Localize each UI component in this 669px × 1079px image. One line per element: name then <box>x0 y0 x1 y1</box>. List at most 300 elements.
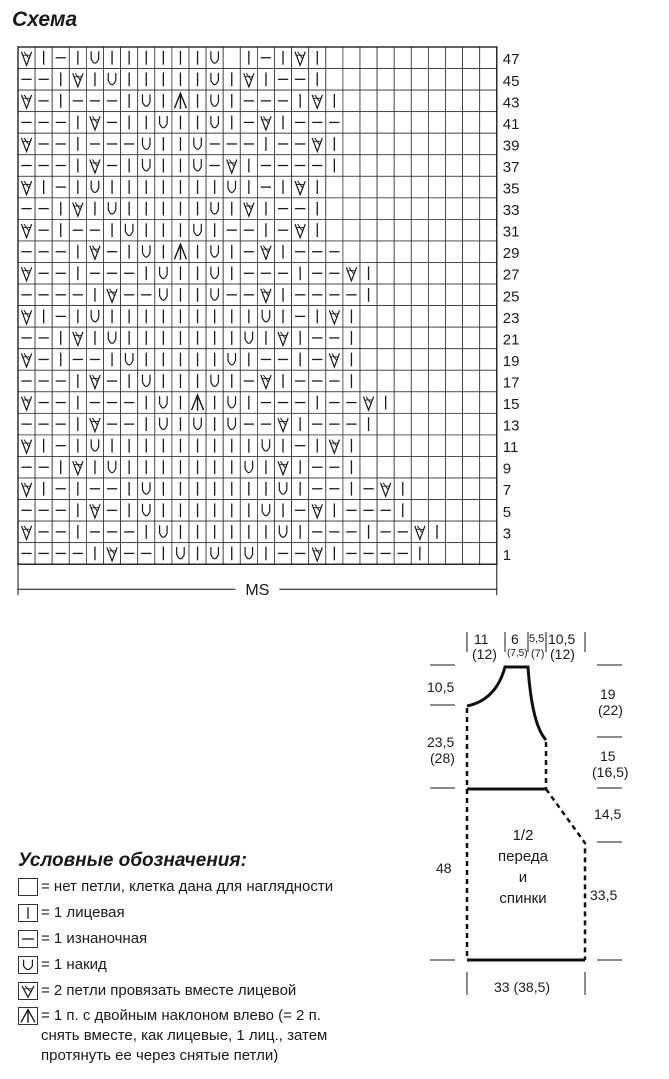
chart-cell <box>326 176 343 198</box>
chart-cell <box>394 263 411 285</box>
legend-item <box>18 1006 327 1066</box>
chart-cell <box>428 133 445 155</box>
chart-cell <box>394 47 411 69</box>
chart-cell <box>463 306 480 328</box>
chart-cell <box>411 133 428 155</box>
yarn-over-icon <box>18 956 38 974</box>
chart-cell <box>360 133 377 155</box>
chart-cell <box>360 47 377 69</box>
chart-cell <box>480 263 497 285</box>
chart-cell <box>463 543 480 565</box>
chart-cell <box>480 327 497 349</box>
chart-cell <box>428 413 445 435</box>
chart-cell <box>377 284 394 306</box>
chart-cell <box>411 456 428 478</box>
chart-cell <box>240 327 257 349</box>
chart-cell <box>121 349 138 371</box>
chart-cell <box>377 349 394 371</box>
legend-text: = 1 изнаночная <box>41 930 148 947</box>
legend-item <box>18 903 125 923</box>
dim-body-length: 48 <box>436 860 452 876</box>
chart-cell <box>411 413 428 435</box>
dim-neck-alt: (7,5) <box>507 648 528 659</box>
chart-cell <box>463 155 480 177</box>
chart-cell <box>343 133 360 155</box>
legend-item <box>18 955 107 975</box>
chart-cell <box>223 392 240 414</box>
row-number: 21 <box>502 331 520 349</box>
chart-cell <box>343 155 360 177</box>
chart-cell <box>446 133 463 155</box>
chart-cell <box>463 349 480 371</box>
chart-cell <box>377 306 394 328</box>
chart-cell <box>394 306 411 328</box>
chart-cell <box>411 219 428 241</box>
chart-cell <box>138 90 155 112</box>
chart-cell <box>394 112 411 134</box>
chart-row <box>18 500 497 522</box>
row-number: 41 <box>502 115 520 133</box>
chart-cell <box>275 521 292 543</box>
dim-armhole-alt: (7) <box>531 648 545 660</box>
chart-cell <box>446 521 463 543</box>
chart-cell <box>428 456 445 478</box>
chart-cell <box>480 521 497 543</box>
dim-armhole: 5,5 <box>529 633 545 645</box>
row-number: 27 <box>502 266 520 284</box>
chart-cell <box>411 392 428 414</box>
chart-cell <box>394 241 411 263</box>
chart-cell <box>411 327 428 349</box>
legend-item <box>18 929 147 949</box>
chart-cell <box>428 263 445 285</box>
chart-cell <box>463 456 480 478</box>
chart-row <box>18 392 497 414</box>
piece-label-line: и <box>518 869 528 886</box>
chart-cell <box>138 478 155 500</box>
chart-cell <box>189 413 206 435</box>
chart-cell <box>446 370 463 392</box>
chart-cell <box>275 478 292 500</box>
piece-label-line: 1/2 <box>512 827 534 844</box>
chart-cell <box>480 47 497 69</box>
chart-cell <box>377 133 394 155</box>
row-number: 39 <box>502 137 520 155</box>
chart-cell <box>257 500 274 522</box>
chart-cell <box>343 112 360 134</box>
chart-cell <box>428 176 445 198</box>
chart-cell <box>104 198 121 220</box>
chart-cell <box>240 456 257 478</box>
chart-cell <box>206 112 223 134</box>
chart-cell <box>446 456 463 478</box>
chart-cell <box>189 133 206 155</box>
chart-cell <box>326 219 343 241</box>
chart-cell <box>428 284 445 306</box>
chart-cell <box>411 198 428 220</box>
chart-cell <box>411 478 428 500</box>
stitch-repeat-label: MS <box>245 582 270 600</box>
dim-slope: 14,5 <box>594 806 622 822</box>
chart-cell <box>428 306 445 328</box>
chart-row <box>18 349 497 371</box>
chart-row <box>18 263 497 285</box>
chart-cell <box>394 155 411 177</box>
dim-side: 10,5 <box>548 631 576 647</box>
chart-cell <box>446 219 463 241</box>
chart-cell <box>394 435 411 457</box>
chart-cell <box>411 263 428 285</box>
chart-cell <box>428 241 445 263</box>
chart-cell <box>480 198 497 220</box>
chart-cell <box>240 543 257 565</box>
chart-cell <box>411 435 428 457</box>
chart-cell <box>206 198 223 220</box>
chart-cell <box>411 155 428 177</box>
chart-cell <box>428 543 445 565</box>
chart-cell <box>360 349 377 371</box>
chart-row <box>18 47 497 69</box>
chart-cell <box>480 349 497 371</box>
chart-cell <box>463 327 480 349</box>
dim-shoulder-alt: (12) <box>472 646 497 662</box>
chart-cell <box>463 263 480 285</box>
chart-cell <box>446 349 463 371</box>
row-number: 47 <box>502 51 520 69</box>
chart-cell <box>480 500 497 522</box>
row-number: 19 <box>502 352 520 370</box>
chart-cell <box>446 543 463 565</box>
chart-cell <box>377 176 394 198</box>
chart-cell <box>446 392 463 414</box>
chart-cell <box>411 284 428 306</box>
chart-cell <box>428 392 445 414</box>
chart-cell <box>155 413 172 435</box>
chart-cell <box>411 370 428 392</box>
chart-cell <box>428 112 445 134</box>
chart-cell <box>206 370 223 392</box>
chart-cell <box>86 306 103 328</box>
chart-cell <box>377 413 394 435</box>
chart-cell <box>121 219 138 241</box>
chart-cell <box>411 176 428 198</box>
chart-cell <box>326 69 343 91</box>
dim-mid-right: 15 <box>600 748 616 764</box>
chart-cell <box>138 133 155 155</box>
dim-width: 33 (38,5) <box>494 979 551 995</box>
chart-cell <box>206 543 223 565</box>
row-number: 29 <box>502 245 520 263</box>
chart-row <box>18 521 497 543</box>
chart-cell <box>223 413 240 435</box>
chart-cell <box>394 90 411 112</box>
chart-cell <box>138 500 155 522</box>
chart-cell <box>155 263 172 285</box>
chart-cell <box>360 219 377 241</box>
chart-cell <box>360 456 377 478</box>
chart-cell <box>463 435 480 457</box>
chart-cell <box>411 47 428 69</box>
dim-neck-depth: 10,5 <box>427 679 455 695</box>
chart-cell <box>428 478 445 500</box>
chart-cell <box>377 456 394 478</box>
row-number: 9 <box>502 460 512 478</box>
row-number: 35 <box>502 180 520 198</box>
chart-cell <box>428 47 445 69</box>
chart-cell <box>411 69 428 91</box>
chart-cell <box>343 176 360 198</box>
chart-cell <box>446 306 463 328</box>
chart-cell <box>428 500 445 522</box>
dim-armhole-depth: 23,5 <box>427 734 455 750</box>
piece-label-line: переда <box>498 848 548 865</box>
chart-cell <box>377 435 394 457</box>
chart-cell <box>480 413 497 435</box>
chart-cell <box>138 370 155 392</box>
row-number: 11 <box>502 439 519 457</box>
row-number: 23 <box>502 309 520 327</box>
chart-cell <box>411 306 428 328</box>
chart-cell <box>86 176 103 198</box>
chart-cell <box>343 198 360 220</box>
chart-cell <box>428 349 445 371</box>
chart-cell <box>104 69 121 91</box>
chart-cell <box>480 133 497 155</box>
chart-cell <box>189 219 206 241</box>
chart-cell <box>172 543 189 565</box>
chart-cell <box>446 327 463 349</box>
chart-cell <box>446 112 463 134</box>
chart-cell <box>206 241 223 263</box>
chart-cell <box>463 47 480 69</box>
chart-cell <box>223 349 240 371</box>
chart-row <box>18 413 497 435</box>
chart-cell <box>480 69 497 91</box>
chart-row <box>18 90 497 112</box>
dim-armhole-depth-alt: (28) <box>430 750 455 766</box>
chart-cell <box>463 133 480 155</box>
chart-cell <box>86 435 103 457</box>
chart-cell <box>463 219 480 241</box>
chart-cell <box>377 327 394 349</box>
chart-row <box>18 456 497 478</box>
chart-cell <box>411 349 428 371</box>
chart-cell <box>428 219 445 241</box>
chart-row <box>18 198 497 220</box>
chart-cell <box>480 456 497 478</box>
chart-cell <box>480 90 497 112</box>
chart-cell <box>394 284 411 306</box>
purl-stitch-icon <box>18 930 38 948</box>
chart-row <box>18 327 497 349</box>
chart-cell <box>428 69 445 91</box>
chart-row <box>18 155 497 177</box>
chart-cell <box>104 456 121 478</box>
chart-row <box>18 219 497 241</box>
chart-cell <box>480 112 497 134</box>
chart-cell <box>360 370 377 392</box>
chart-cell <box>411 90 428 112</box>
chart-cell <box>411 500 428 522</box>
chart-cell <box>394 349 411 371</box>
chart-cell <box>480 392 497 414</box>
chart-cell <box>446 198 463 220</box>
chart-cell <box>343 69 360 91</box>
chart-cell <box>480 219 497 241</box>
chart-row <box>18 133 497 155</box>
chart-cell <box>480 543 497 565</box>
row-number: 7 <box>502 482 512 500</box>
chart-cell <box>257 435 274 457</box>
chart-cell <box>446 155 463 177</box>
chart-row <box>18 435 497 457</box>
row-number: 43 <box>502 94 520 112</box>
chart-cell <box>480 241 497 263</box>
chart-row <box>18 176 497 198</box>
chart-cell <box>463 176 480 198</box>
empty-cell-icon <box>18 878 38 896</box>
chart-cell <box>446 500 463 522</box>
chart-cell <box>343 47 360 69</box>
dim-side-alt: (12) <box>550 646 575 662</box>
k2tog-icon <box>18 982 38 1000</box>
dim-neck: 6 <box>511 631 519 647</box>
chart-cell <box>411 241 428 263</box>
chart-cell <box>360 241 377 263</box>
chart-cell <box>360 112 377 134</box>
row-number: 45 <box>502 72 520 90</box>
dim-mid-right-alt: (16,5) <box>592 764 629 780</box>
chart-cell <box>155 392 172 414</box>
dim-upper-right-alt: (22) <box>598 702 623 718</box>
chart-cell <box>463 413 480 435</box>
chart-cell <box>326 198 343 220</box>
legend-text: = 1 лицевая <box>41 904 125 921</box>
piece-label-line: спинки <box>499 890 547 907</box>
chart-cell <box>428 90 445 112</box>
chart-cell <box>377 263 394 285</box>
chart-row <box>18 370 497 392</box>
chart-row <box>18 543 497 565</box>
row-number: 3 <box>502 525 512 543</box>
chart-row <box>18 284 497 306</box>
legend-item <box>18 981 296 1001</box>
chart-cell <box>377 219 394 241</box>
chart-cell <box>206 69 223 91</box>
chart-cell <box>377 198 394 220</box>
chart-cell <box>206 263 223 285</box>
chart-cell <box>360 176 377 198</box>
chart-cell <box>377 155 394 177</box>
chart-cell <box>377 90 394 112</box>
chart-cell <box>394 392 411 414</box>
chart-cell <box>223 176 240 198</box>
chart-cell <box>326 47 343 69</box>
chart-cell <box>86 47 103 69</box>
chart-row <box>18 112 497 134</box>
chart-cell <box>257 306 274 328</box>
chart-cell <box>480 176 497 198</box>
row-number: 17 <box>502 374 520 392</box>
chart-cell <box>377 370 394 392</box>
chart-cell <box>377 241 394 263</box>
chart-cell <box>394 198 411 220</box>
chart-cell <box>360 327 377 349</box>
page-title: Схема <box>12 8 78 31</box>
chart-cell <box>428 370 445 392</box>
chart-cell <box>480 370 497 392</box>
chart-cell <box>155 521 172 543</box>
row-number: 15 <box>502 396 520 414</box>
chart-cell <box>223 47 240 69</box>
chart-cell <box>206 90 223 112</box>
row-number: 1 <box>502 546 512 564</box>
row-number: 33 <box>502 202 520 220</box>
row-number: 5 <box>502 503 512 521</box>
legend-text: = 2 петли провязать вместе лицевой <box>41 982 297 999</box>
chart-cell <box>394 133 411 155</box>
legend-text: = нет петли, клетка дана для наглядности <box>41 878 334 895</box>
chart-cell <box>480 478 497 500</box>
row-number: 31 <box>502 223 520 241</box>
chart-cell <box>463 241 480 263</box>
chart-cell <box>480 306 497 328</box>
chart-cell <box>480 284 497 306</box>
chart-cell <box>446 284 463 306</box>
legend-text: = 1 п. с двойным наклоном влево (= 2 п. снять вместе, как лицевые, 1 лиц., затем протянуть ее через снятые петли) <box>41 1007 328 1064</box>
knit-stitch-icon <box>18 904 38 922</box>
chart-cell <box>463 521 480 543</box>
dim-lower-right: 33,5 <box>590 887 618 903</box>
chart-cell <box>206 284 223 306</box>
chart-cell <box>446 435 463 457</box>
chart-cell <box>343 219 360 241</box>
chart-cell <box>104 327 121 349</box>
chart-row <box>18 478 497 500</box>
chart-cell <box>343 90 360 112</box>
chart-cell <box>446 263 463 285</box>
chart-cell <box>446 413 463 435</box>
chart-cell <box>343 241 360 263</box>
garment-outline <box>467 667 585 960</box>
chart-row <box>18 306 497 328</box>
chart-cell <box>463 69 480 91</box>
chart-cell <box>463 478 480 500</box>
chart-cell <box>138 241 155 263</box>
chart-cell <box>428 435 445 457</box>
chart-cell <box>446 241 463 263</box>
dim-shoulder: 11 <box>474 631 489 647</box>
dim-upper-right: 19 <box>600 686 616 702</box>
chart-cell <box>463 284 480 306</box>
chart-cell <box>463 198 480 220</box>
chart-cell <box>446 176 463 198</box>
chart-cell <box>463 112 480 134</box>
chart-cell <box>446 47 463 69</box>
chart-cell <box>189 155 206 177</box>
chart-cell <box>394 176 411 198</box>
row-number: 13 <box>502 417 520 435</box>
chart-cell <box>480 155 497 177</box>
chart-cell <box>206 47 223 69</box>
chart-cell <box>446 478 463 500</box>
piece-label <box>478 825 568 909</box>
chart-cell <box>394 69 411 91</box>
chart-cell <box>463 392 480 414</box>
chart-cell <box>446 90 463 112</box>
chart-cell <box>360 306 377 328</box>
chart-cell <box>360 198 377 220</box>
